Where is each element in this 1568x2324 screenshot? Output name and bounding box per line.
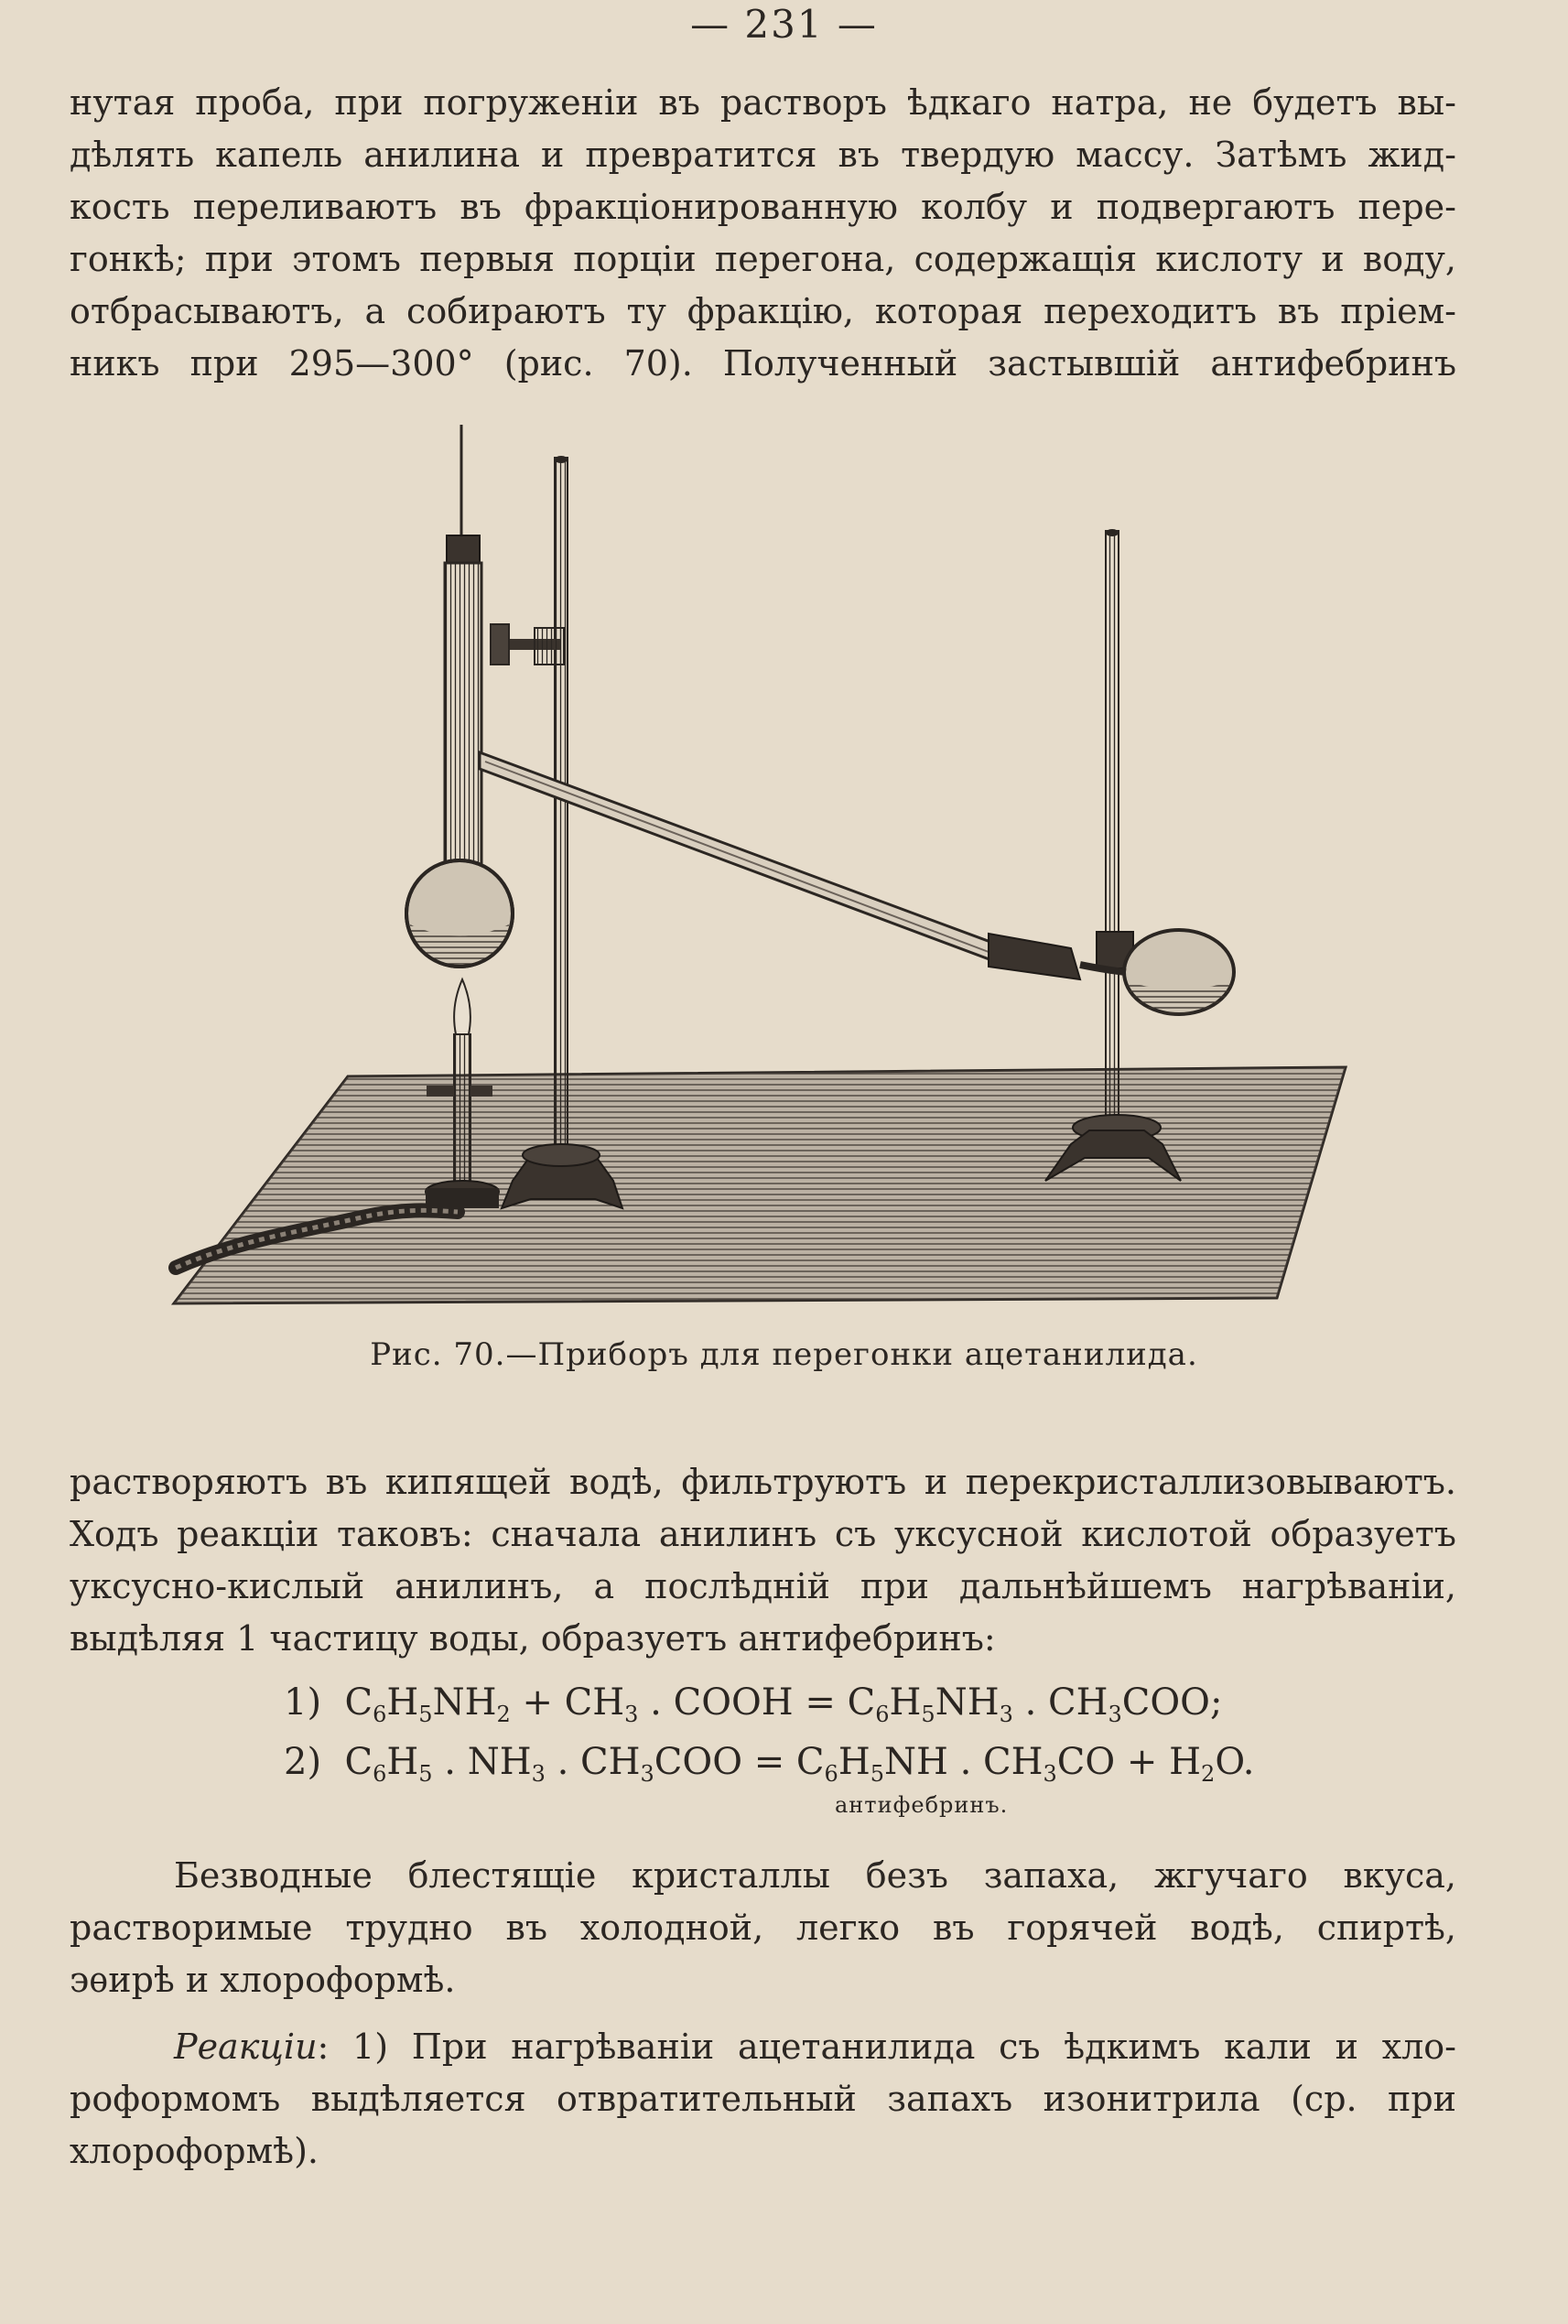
text-line: отбрасываютъ, а собираютъ ту фракцію, которая переходитъ въ пріем- [70,291,1456,331]
text-line: гонкѣ; при этомъ первыя порціи перегона, содержащія кислоту и воду, [70,239,1456,279]
equation-number: 2) [284,1741,322,1783]
text-line: кость переливаютъ въ фракціонированную колбу и подвергаютъ пере- [70,187,1456,227]
text-line: выдѣляя 1 частицу воды, образуетъ антифебринъ: [70,1618,996,1659]
paragraph-reaction-course [70,1456,1456,1665]
distillation-apparatus-figure [165,412,1382,1309]
distilling-flask [406,425,513,967]
figure-caption: Рис. 70.—Приборъ для перегонки ацетанилида. [370,1336,1198,1373]
text-line: Реакціи: 1) При нагрѣваніи ацетанилида съ ѣдкимъ кали и хло- [174,2027,1456,2067]
text-line: растворимые трудно въ холодной, легко въ горячей водѣ, спиртѣ, [70,1908,1456,1948]
equation-1: 1) $C_6H_5NH_2 + CH_3$ . COOH = $C_6H_5NH_3$ . $CH_3COO$; [284,1681,1223,1727]
page-number: — 231 — [690,2,878,47]
equation-2: 2) $C_6H_5$ . $NH_3$ . $CH_3COO = C_6H_5NH$ . $CH_3CO + H_2O$. [284,1741,1255,1787]
reactions-heading: Реакціи [174,2027,318,2067]
paragraph-intro [70,77,1456,390]
text-line: уксусно-кислый анилинъ, а послѣдній при дальнѣйшемъ нагрѣваніи, [70,1566,1456,1606]
text-line: никъ при 295—300° (рис. 70). Полученный застывшій антифебринъ [70,343,1456,384]
text-line: нутая проба, при погруженіи въ растворъ ѣдкаго натра, не будетъ вы- [70,82,1456,123]
paragraph-reactions [70,2021,1456,2178]
text-line: хлороформѣ). [70,2131,319,2171]
table-board [174,1067,1346,1303]
text-line: растворяютъ въ кипящей водѣ, фильтруютъ и перекристаллизовываютъ. [70,1462,1456,1502]
text-line: эѳирѣ и хлороформѣ. [70,1960,456,2000]
text-line: роформомъ выдѣляется отвратительный запахъ изонитрила (ср. при [70,2079,1456,2119]
equation-note: антифебринъ. [835,1792,1009,1818]
text-line: Безводные блестящіе кристаллы безъ запаха, жгучаго вкуса, [174,1855,1456,1896]
delivery-tube [480,752,1080,979]
text-line: Ходъ реакціи таковъ: сначала анилинъ съ уксусной кислотой образуетъ [70,1514,1456,1554]
equation-number: 1) [284,1681,322,1724]
paragraph-properties [70,1850,1456,2006]
text-line: дѣлять капель анилина и превратится въ твердую массу. Затѣмъ жид- [70,135,1456,175]
